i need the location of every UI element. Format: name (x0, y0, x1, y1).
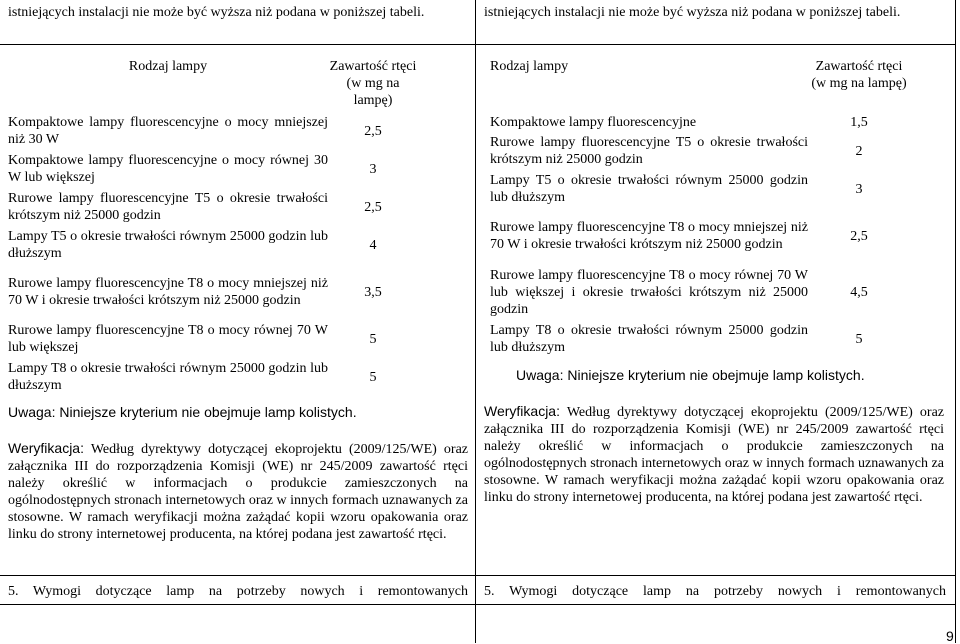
left-intro-text: istniejących instalacji nie może być wyższa niż podana w poniższej tabeli. (8, 5, 425, 20)
header-lamp-type: Rodzaj lampy (128, 59, 208, 74)
table-row (490, 320, 910, 358)
lamp-type-cell: Rurowe lampy fluorescencyjne T8 o mocy mniejszej niż 70 W i okresie trwałości krótszym niż 25000 godzin (490, 220, 808, 252)
right-intro-text: istniejących instalacji nie może być wyższa niż podana w poniższej tabeli. (484, 5, 901, 20)
mercury-value-cell: 5 (855, 331, 863, 347)
mercury-value-cell: 3 (855, 181, 863, 197)
table-row (490, 170, 910, 208)
right-mercury-table (490, 58, 910, 358)
verification-label: Weryfikacja: (8, 440, 84, 456)
mercury-value-cell: 2,5 (850, 228, 868, 244)
table-row (8, 320, 418, 358)
mercury-value-cell: 4,5 (850, 284, 868, 300)
right-section-heading: 5. Wymogi dotyczące lamp na potrzeby nowych i remontowanych (484, 584, 946, 599)
header-mercury-content: Zawartość rtęci (w mg na lampę) (329, 59, 417, 108)
column-divider (475, 0, 476, 643)
table-row (8, 112, 418, 150)
mercury-value-cell: 2,5 (364, 123, 382, 139)
lamp-type-cell: Kompaktowe lampy fluorescencyjne o mocy mniejszej niż 30 W (8, 115, 328, 147)
verification-text: Według dyrektywy dotyczącej ekoprojektu (2009/125/WE) oraz załącznika III do rozporządzenia Komisji (WE) nr 245/2009 zawartość rtęci należy określić w informacjach o produkcie zamieszczonych na ogólnodostępnych stronach internetowych oraz w innych formach uznawanych za stosowne. W ramach weryfikacji można zażądać kopii wzoru opakowania oraz linku do strony internetowej producenta, na której podana jest zawartość rtęci. (8, 442, 469, 542)
lamp-type-cell: Lampy T8 o okresie trwałości równym 25000 godzin lub dłuższym (8, 361, 328, 393)
table-row (490, 208, 910, 264)
right-note: Uwaga: Niniejsze kryterium nie obejmuje lamp kolistych. (516, 367, 865, 383)
left-section-heading: 5. Wymogi dotyczące lamp na potrzeby nowych i remontowanych (8, 584, 468, 599)
mercury-value-cell: 2,5 (364, 199, 382, 215)
header-lamp-type: Rodzaj lampy (490, 59, 569, 74)
mercury-value-cell: 1,5 (850, 114, 868, 130)
mercury-value-cell: 4 (369, 237, 377, 253)
verification-text: Według dyrektywy dotyczącej ekoprojektu (2009/125/WE) oraz załącznika III do rozporządzenia Komisji (WE) nr 245/2009 zawartość rtęci należy określić w informacjach o produkcie zamieszczonych na ogólnodostępnych stronach internetowych oraz w innych formach uznawanych za stosowne. W ramach weryfikacji można zażądać kopii wzoru opakowania oraz linku do strony internetowej producenta, na której podana jest zawartość rtęci. (484, 405, 945, 505)
right-border (955, 0, 956, 643)
table-header-row (8, 58, 418, 112)
lamp-type-cell: Rurowe lampy fluorescencyjne T8 o mocy równej 70 W lub większej (8, 323, 328, 355)
bottom-section-rule (0, 575, 956, 576)
table-row (490, 264, 910, 320)
table-row (8, 188, 418, 226)
left-verification (8, 440, 468, 543)
bottom-rule (0, 604, 956, 605)
table-row (490, 112, 910, 132)
lamp-type-cell: Lampy T5 o okresie trwałości równym 25000 godzin lub dłuższym (8, 229, 328, 261)
left-mercury-table (8, 58, 418, 396)
verification-label: Weryfikacja: (484, 403, 560, 419)
lamp-type-cell: Kompaktowe lampy fluorescencyjne o mocy równej 30 W lub większej (8, 153, 328, 185)
mercury-value-cell: 2 (855, 143, 863, 159)
lamp-type-cell: Rurowe lampy fluorescencyjne T5 o okresie trwałości krótszym niż 25000 godzin (8, 191, 328, 223)
lamp-type-cell: Kompaktowe lampy fluorescencyjne (490, 114, 697, 130)
top-rule (0, 44, 956, 45)
table-header-row (490, 58, 910, 112)
mercury-value-cell: 3,5 (364, 284, 382, 300)
mercury-value-cell: 3 (369, 161, 377, 177)
lamp-type-cell: Rurowe lampy fluorescencyjne T8 o mocy mniejszej niż 70 W i okresie trwałości krótszym niż 25000 godzin (8, 276, 328, 308)
table-row (8, 150, 418, 188)
lamp-type-cell: Rurowe lampy fluorescencyjne T8 o mocy równej 70 W lub większej i okresie trwałości krótszym niż 25000 godzin (490, 267, 808, 317)
left-note: Uwaga: Niniejsze kryterium nie obejmuje lamp kolistych. (8, 404, 357, 420)
lamp-type-cell: Lampy T8 o okresie trwałości równym 25000 godzin lub dłuższym (490, 323, 808, 355)
header-mercury-content: Zawartość rtęci (w mg na lampę) (811, 59, 907, 91)
mercury-value-cell: 5 (369, 331, 377, 347)
right-verification (484, 403, 944, 506)
mercury-value-cell: 5 (369, 369, 377, 385)
table-row (8, 264, 418, 320)
page-number: 9 (946, 628, 954, 644)
table-row (490, 132, 910, 170)
lamp-type-cell: Rurowe lampy fluorescencyjne T5 o okresie trwałości krótszym niż 25000 godzin (490, 135, 808, 167)
lamp-type-cell: Lampy T5 o okresie trwałości równym 25000 godzin lub dłuższym (490, 173, 808, 205)
table-row (8, 226, 418, 264)
table-row (8, 358, 418, 396)
